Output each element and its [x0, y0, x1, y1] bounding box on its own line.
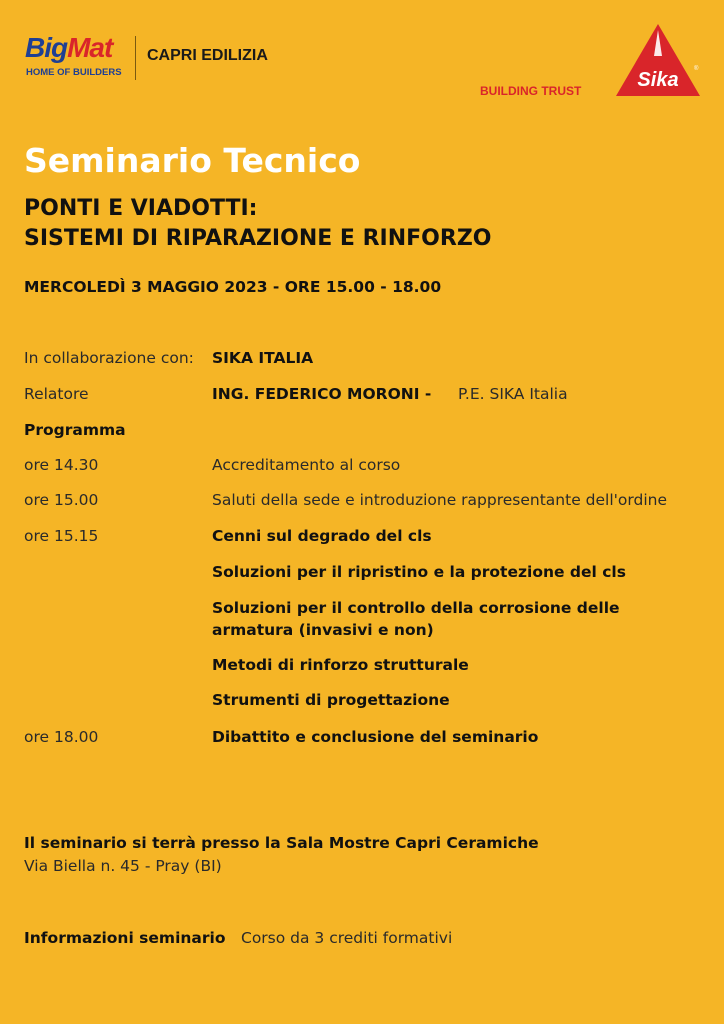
date-time: MERCOLEDÌ 3 MAGGIO 2023 - ORE 15.00 - 18.00 [24, 278, 442, 296]
program-label: Programma [24, 421, 126, 439]
main-title [24, 194, 491, 254]
speaker-role: P.E. SIKA Italia [458, 385, 568, 403]
bigmat-word-mat: Mat [67, 32, 113, 63]
sika-logo [614, 22, 702, 98]
bigmat-wordmark [25, 34, 112, 62]
bigmat-word-big: Big [25, 32, 68, 63]
collaboration-label: In collaborazione con: [24, 349, 194, 367]
main-title-line-1: PONTI E VIADOTTI: [24, 196, 258, 221]
main-title-line-2: SISTEMI DI RIPARAZIONE E RINFORZO [24, 226, 492, 251]
venue-title: Il seminario si terrà presso la Sala Mostre Capri Ceramiche [24, 834, 539, 852]
program-item: Accreditamento al corso [212, 456, 401, 474]
venue-address: Via Biella n. 45 - Pray (BI) [24, 857, 222, 875]
program-item: Dibattito e conclusione del seminario [212, 728, 539, 746]
program-time: ore 14.30 [24, 456, 99, 474]
program-time: ore 15.00 [24, 491, 99, 509]
speaker-label: Relatore [24, 385, 89, 403]
collaboration-value: SIKA ITALIA [212, 349, 314, 367]
info-label: Informazioni seminario [24, 929, 226, 947]
info-value: Corso da 3 crediti formativi [241, 929, 453, 947]
program-item: Cenni sul degrado del cls [212, 527, 432, 545]
speaker-name: ING. FEDERICO MORONI - [212, 385, 432, 403]
program-item: Saluti della sede e introduzione rappresentante dell'ordine [212, 491, 667, 509]
sika-tagline: BUILDING TRUST [480, 84, 582, 98]
program-item: Soluzioni per il controllo della corrosione delle armatura (invasivi e non) [212, 599, 620, 639]
program-item: Strumenti di progettazione [212, 691, 450, 709]
program-item: Metodi di rinforzo strutturale [212, 656, 469, 674]
partner-name: CAPRI EDILIZIA [147, 47, 268, 64]
sika-logo-text: Sika [637, 69, 679, 91]
program-time: ore 15.15 [24, 527, 99, 545]
program-time: ore 18.00 [24, 728, 99, 746]
bigmat-logo [25, 34, 129, 84]
svg-text:®: ® [694, 66, 699, 72]
bigmat-tagline: HOME OF BUILDERS [26, 67, 122, 78]
seminar-title: Seminario Tecnico [24, 141, 361, 180]
program-item: Soluzioni per il ripristino e la protezione del cls [212, 563, 626, 581]
header-divider [135, 36, 136, 80]
